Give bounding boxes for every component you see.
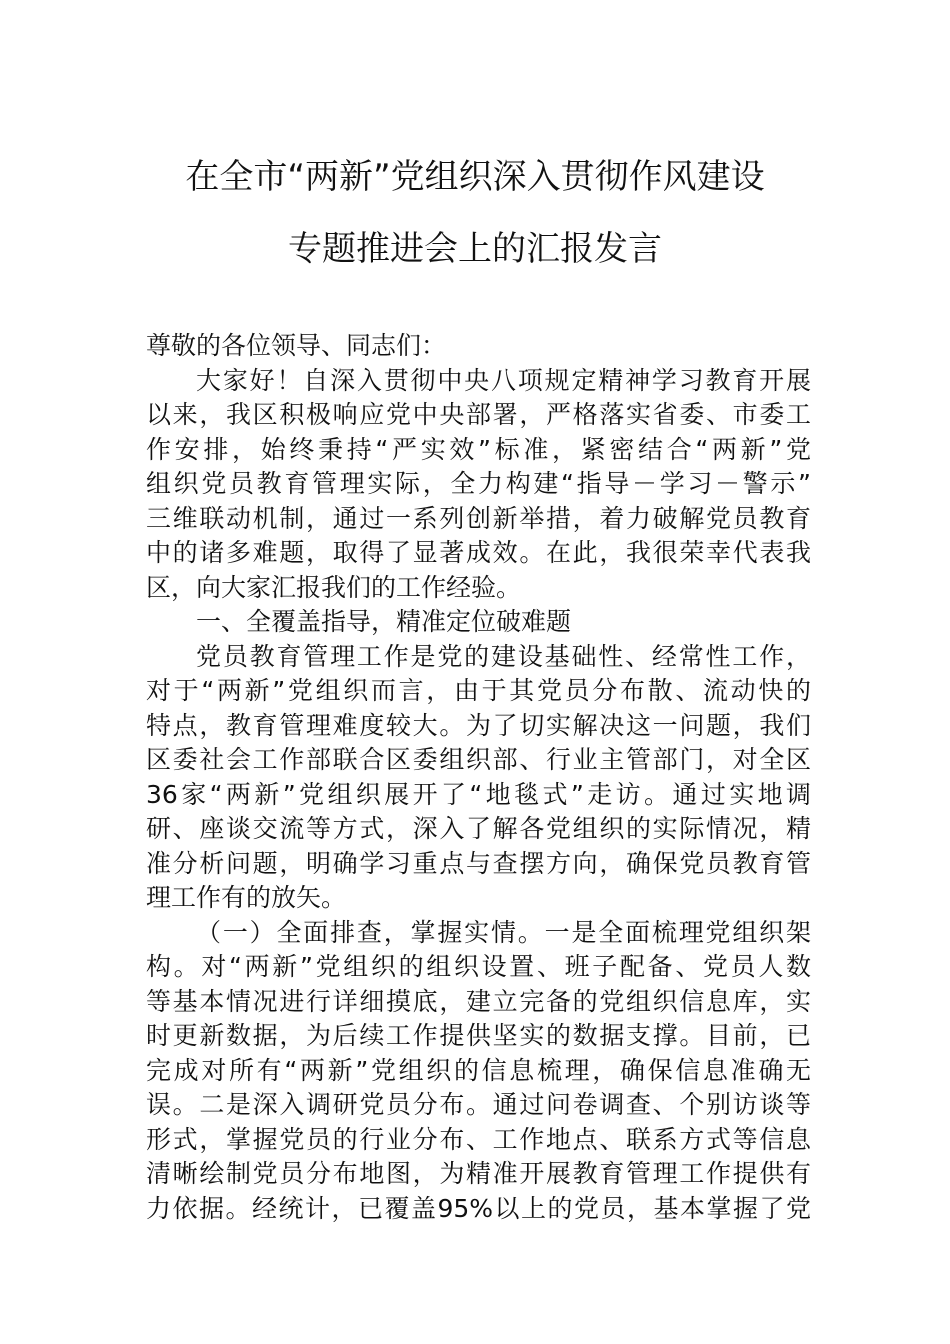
paragraph-line: 误。二是深入调研党员分布。通过问卷调查、个别访谈等 [146, 1090, 811, 1119]
paragraph-line: 对于“两新”党组织而言，由于其党员分布散、流动快的 [146, 676, 811, 705]
paragraph-line: 区，向大家汇报我们的工作经验。 [146, 572, 522, 602]
paragraph-line: 等基本情况进行详细摸底，建立完备的党组织信息库，实 [146, 986, 811, 1016]
paragraph-line: 组织党员教育管理实际，全力构建“指导－学习－警示” [146, 469, 811, 498]
document-body [146, 329, 811, 1226]
paragraph-line: 时更新数据，为后续工作提供坚实的数据支撑。目前，已 [146, 1021, 811, 1050]
paragraph-line: 作安排，始终秉持“严实效”标准，紧密结合“两新”党 [146, 434, 811, 464]
paragraph-line: 特点，教育管理难度较大。为了切实解决这一问题，我们 [146, 710, 811, 740]
paragraph-line: 准分析问题，明确学习重点与查摆方向，确保党员教育管 [146, 848, 811, 878]
paragraph-line: 以来，我区积极响应党中央部署，严格落实省委、市委工 [146, 400, 811, 429]
paragraph-line: 力依据。经统计，已覆盖95%以上的党员，基本掌握了党 [146, 1193, 811, 1223]
paragraph-line: 大家好！自深入贯彻中央八项规定精神学习教育开展 [196, 365, 811, 395]
section-heading: 一、全覆盖指导，精准定位破难题 [196, 607, 572, 636]
paragraph-line: 党员教育管理工作是党的建设基础性、经常性工作， [196, 641, 811, 671]
paragraph-line: 形式，掌握党员的行业分布、工作地点、联系方式等信息 [146, 1124, 811, 1154]
paragraph-line: （一）全面排查，掌握实情。一是全面梳理党组织架 [196, 917, 811, 947]
paragraph-line: 研、座谈交流等方式，深入了解各党组织的实际情况，精 [146, 814, 811, 843]
paragraph-line: 三维联动机制，通过一系列创新举措，着力破解党员教育 [146, 503, 811, 533]
title-line-2: 专题推进会上的汇报发言 [288, 229, 662, 269]
paragraph-line: 36家“两新”党组织展开了“地毯式”走访。通过实地调 [146, 779, 811, 809]
paragraph-line: 中的诸多难题，取得了显著成效。在此，我很荣幸代表我 [146, 538, 811, 567]
salutation: 尊敬的各位领导、同志们： [146, 331, 447, 360]
paragraph-line: 清晰绘制党员分布地图，为精准开展教育管理工作提供有 [146, 1159, 811, 1188]
paragraph-line: 构。对“两新”党组织的组织设置、班子配备、党员人数 [146, 952, 811, 981]
paragraph-line: 理工作有的放矢。 [146, 883, 347, 912]
document-title [0, 157, 950, 269]
title-line-1: 在全市“两新”党组织深入贯彻作风建设 [185, 157, 765, 197]
paragraph-line: 完成对所有“两新”党组织的信息梳理，确保信息准确无 [146, 1055, 811, 1085]
paragraph-line: 区委社会工作部联合区委组织部、行业主管部门，对全区 [146, 745, 811, 774]
